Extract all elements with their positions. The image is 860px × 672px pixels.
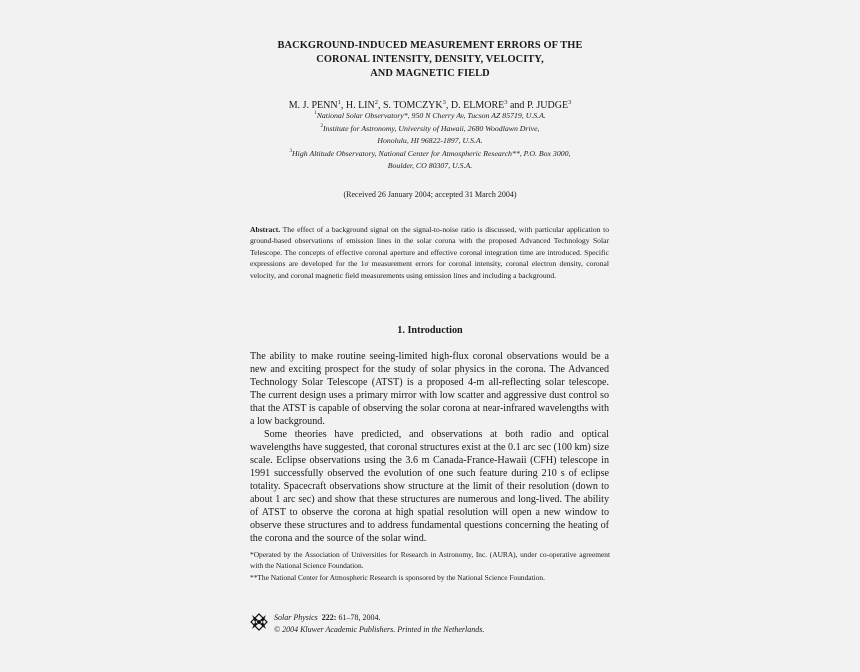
journal-info <box>274 612 484 635</box>
paragraph: The ability to make routine seeing-limited high-flux coronal observations would be a new and exciting prospect for the study of solar physics in the corona. The Advanced Technology Solar Telescope (ATST) is a proposed 4-m all-reflecting solar telescope. The current design uses a primary mirror with low scatter and aggressive dust control so that the ATST is capable of observing the solar corona at near-infrared wavelengths with a low background. <box>250 351 609 427</box>
journal-copyright <box>274 624 484 636</box>
title-line-3: AND MAGNETIC FIELD <box>370 68 490 79</box>
affiliation-2 <box>0 123 860 136</box>
abstract <box>250 224 609 281</box>
affiliation-text: High Altitude Observatory, National Center for Atmospheric Research**, P.O. Box 3000, <box>292 148 571 158</box>
affiliation-text: National Solar Observatory*, 950 N Cherry Av, Tucson AZ 85719, U.S.A. <box>316 111 546 120</box>
section-heading: 1. Introduction <box>397 325 463 336</box>
footnotes <box>250 549 610 583</box>
affiliation-3 <box>0 148 860 161</box>
affiliation-text: Institute for Astronomy, University of Hawaii, 2680 Woodlawn Drive, <box>323 123 540 133</box>
author-sup: 3 <box>504 99 508 106</box>
author-separator: , <box>340 100 344 111</box>
affiliation-3-cont: Boulder, CO 80307, U.S.A. <box>387 161 473 171</box>
copyright-text: © 2004 Kluwer Academic Publishers. Printed in the Netherlands. <box>274 624 485 634</box>
author-separator: , <box>377 100 381 111</box>
author-sup: 1 <box>337 99 341 106</box>
footnote-1: *Operated by the Association of Universities for Research in Astronomy, Inc. (AURA), under co-operative agreement with the National Science Foundation. <box>250 550 610 571</box>
abstract-sigma: σ <box>364 259 369 269</box>
affiliation-sup: 2 <box>320 122 323 129</box>
title-line-2: CORONAL INTENSITY, DENSITY, VELOCITY, <box>316 54 544 65</box>
paper-title <box>0 39 860 81</box>
affiliation-2-cont: Honolulu, HI 96822-1897, U.S.A. <box>377 136 483 146</box>
author-sup: 2 <box>374 99 378 106</box>
received-dates: (Received 26 January 2004; accepted 31 March 2004) <box>343 190 517 199</box>
author-sup: 3 <box>442 99 446 106</box>
journal-citation <box>274 612 484 624</box>
affiliation-1 <box>0 110 860 123</box>
author-and: and <box>509 100 525 111</box>
affiliations <box>0 110 860 173</box>
journal-pages: 61–78, 2004. <box>338 613 381 622</box>
abstract-label: Abstract. <box>250 225 281 234</box>
author-separator: , <box>445 100 449 111</box>
author-tomczyk: S. TOMCZYK <box>382 100 443 111</box>
paragraph: Some theories have predicted, and observations at both radio and optical wavelengths have suggested, that coronal structures exist at the 0.1 arc sec (100 km) size scale. Eclipse observations using the 3.6 m Canada-France-Hawaii (CFH) telescope in 1991 successfully observed the evolution of one such feature during 210 s of eclipse totality. Spacecraft observations show structure at the limit of their resolution (down to about 1 arc sec) and show that these structures are numerous and long-lived. The ability of ATST to observe the corona at high spatial resolution will open a new window to observe these structures and to address fundamental questions concerning the heating of the corona and the source of the solar wind. <box>250 429 609 544</box>
author-elmore: D. ELMORE <box>450 100 505 111</box>
affiliation-sup: 1 <box>314 110 317 116</box>
author-penn: M. J. PENN <box>288 100 338 111</box>
footnote-2: **The National Center for Atmospheric Research is sponsored by the National Science Foundation. <box>250 572 545 582</box>
title-line-1: BACKGROUND-INDUCED MEASUREMENT ERRORS OF THE <box>277 40 583 51</box>
author-sup: 3 <box>568 99 572 106</box>
affiliation-sup: 3 <box>289 147 293 154</box>
kluwer-logo-icon <box>249 612 269 632</box>
body-text <box>250 350 609 545</box>
journal-volume: 222: <box>321 613 337 622</box>
author-judge: P. JUDGE <box>526 100 569 111</box>
abstract-text: The effect of a background signal on the signal-to-noise ratio is discussed, with particular application to ground-based observations of emission lines in the solar corona with the proposed Advanced Technology Solar Telescope. The concepts of effective coronal aperture and effective coronal integration time are introduced. Specific expressions are developed for the 1 <box>250 225 609 269</box>
journal-name: Solar Physics <box>274 613 318 622</box>
author-lin: H. LIN <box>345 100 375 111</box>
abstract-text-cont: measurement errors for coronal intensity, coronal electron density, coronal velocity, and coronal magnetic field measurements using emission lines and including a background. <box>250 259 609 280</box>
